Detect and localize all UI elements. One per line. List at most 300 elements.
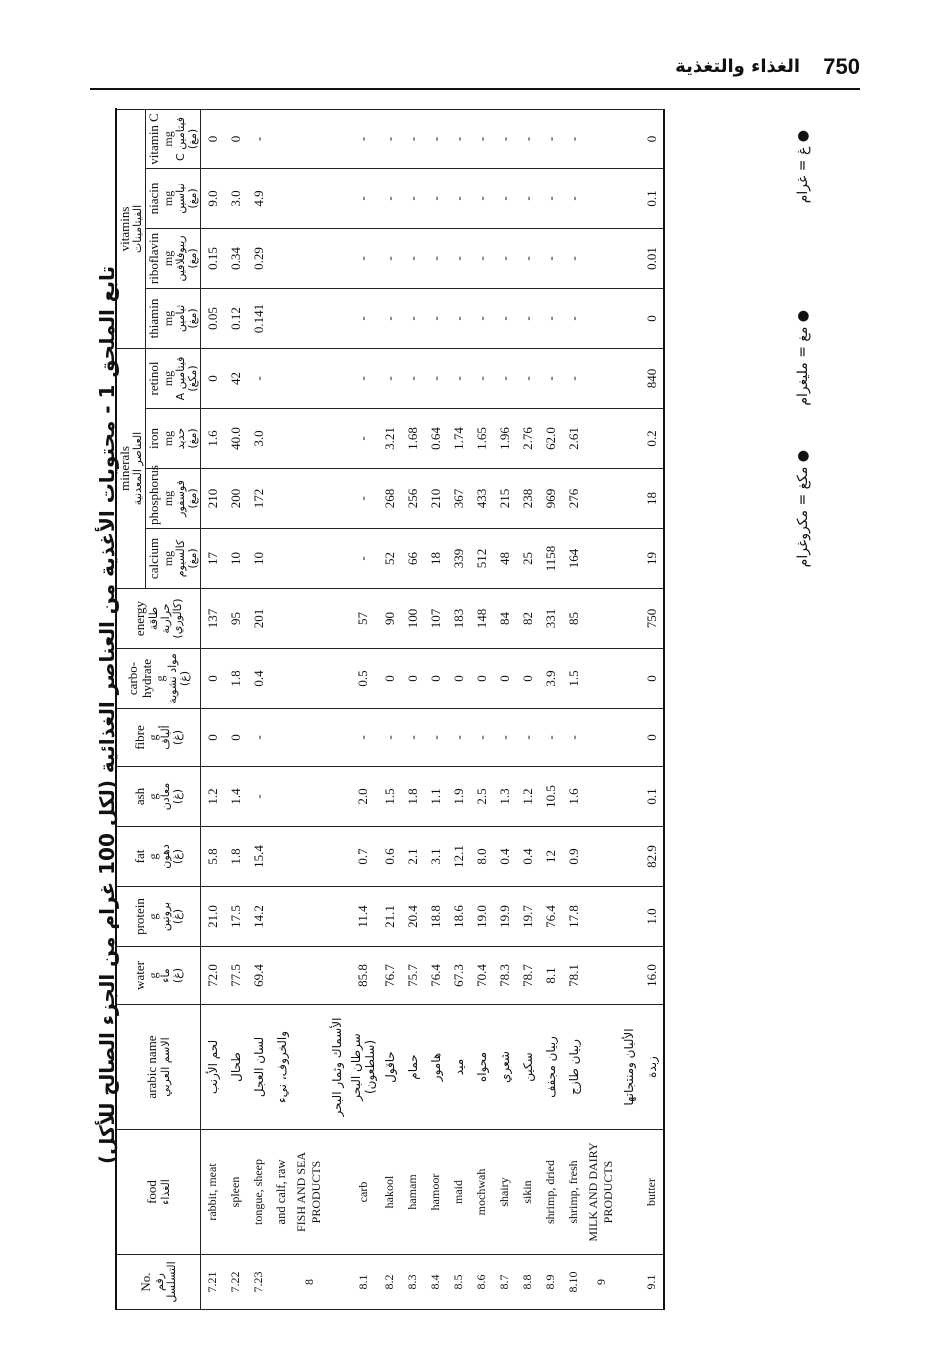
cell-value: - bbox=[401, 109, 424, 168]
cell-value: 17.8 bbox=[562, 887, 585, 947]
cell-value: - bbox=[493, 109, 516, 168]
cell-value: 19.0 bbox=[470, 887, 493, 947]
cell-arabic: ربيان طازج bbox=[562, 1005, 585, 1130]
cell-value bbox=[325, 228, 348, 288]
cell-value bbox=[325, 589, 348, 649]
cell-value: - bbox=[424, 228, 447, 288]
cell-value: 69.4 bbox=[247, 947, 270, 1005]
cell-value: 0.6 bbox=[378, 827, 401, 887]
cell-value bbox=[617, 649, 640, 709]
cell-value: 10.5 bbox=[539, 767, 562, 827]
cell-food: hamam bbox=[401, 1130, 424, 1255]
cell-value bbox=[293, 947, 325, 1005]
col-carbohydrate: carbo-hydrate g مواد نشوية (غ) bbox=[116, 649, 201, 709]
cell-value bbox=[617, 168, 640, 228]
cell-value: 0 bbox=[640, 649, 664, 709]
cell-value: 2.1 bbox=[401, 827, 424, 887]
cell-value: 107 bbox=[424, 589, 447, 649]
cell-value bbox=[617, 589, 640, 649]
cell-value bbox=[585, 827, 617, 887]
cell-food: maid bbox=[447, 1130, 470, 1255]
col-protein: protein g بروتين (غ) bbox=[116, 887, 201, 947]
cell-value: 8.1 bbox=[539, 947, 562, 1005]
cell-value bbox=[617, 228, 640, 288]
cell-value: - bbox=[493, 288, 516, 348]
cell-value: 172 bbox=[247, 469, 270, 529]
cell-value: 183 bbox=[447, 589, 470, 649]
cell-value: - bbox=[401, 228, 424, 288]
cell-value: 512 bbox=[470, 529, 493, 589]
cell-value bbox=[270, 409, 293, 469]
cell-value bbox=[293, 649, 325, 709]
cell-value bbox=[325, 288, 348, 348]
legend-microgram: ● مكغ = مكروغرام bbox=[795, 450, 811, 568]
cell-value: - bbox=[378, 348, 401, 408]
cell-food: hamoor bbox=[424, 1130, 447, 1255]
cell-no: 8 bbox=[293, 1255, 325, 1310]
cell-value: 4.9 bbox=[247, 168, 270, 228]
cell-value: - bbox=[447, 109, 470, 168]
cell-value: - bbox=[348, 348, 378, 408]
nutrition-table bbox=[115, 109, 665, 1310]
cell-value bbox=[270, 947, 293, 1005]
cell-value: 18.8 bbox=[424, 887, 447, 947]
cell-no: 8.4 bbox=[424, 1255, 447, 1310]
cell-value: 48 bbox=[493, 529, 516, 589]
cell-food: sikin bbox=[516, 1130, 539, 1255]
cell-value: 21.0 bbox=[201, 887, 225, 947]
cell-food bbox=[617, 1130, 640, 1255]
cell-arabic: زبدة bbox=[640, 1005, 664, 1130]
cell-value: 42 bbox=[224, 348, 247, 408]
cell-value: 76.4 bbox=[539, 887, 562, 947]
cell-value: 0 bbox=[447, 649, 470, 709]
cell-value: 0.141 bbox=[247, 288, 270, 348]
col-fat: fat g دهون (غ) bbox=[116, 827, 201, 887]
cell-value: - bbox=[378, 228, 401, 288]
cell-value: 164 bbox=[562, 529, 585, 589]
cell-value: 210 bbox=[424, 469, 447, 529]
cell-value: 0 bbox=[640, 288, 664, 348]
cell-value: 0.4 bbox=[516, 827, 539, 887]
cell-value: 19.9 bbox=[493, 887, 516, 947]
cell-value: 3.0 bbox=[247, 409, 270, 469]
cell-value: 0.01 bbox=[640, 228, 664, 288]
cell-value: 90 bbox=[378, 589, 401, 649]
cell-value: - bbox=[424, 288, 447, 348]
cell-value: - bbox=[447, 228, 470, 288]
cell-no: 7.22 bbox=[224, 1255, 247, 1310]
cell-value bbox=[293, 827, 325, 887]
cell-value: 0.2 bbox=[640, 409, 664, 469]
cell-value bbox=[293, 469, 325, 529]
cell-value bbox=[325, 947, 348, 1005]
cell-value: 57 bbox=[348, 589, 378, 649]
cell-value bbox=[293, 109, 325, 168]
cell-value: 20.4 bbox=[401, 887, 424, 947]
cell-value: 1.65 bbox=[470, 409, 493, 469]
cell-value: 9.0 bbox=[201, 168, 225, 228]
cell-value: 201 bbox=[247, 589, 270, 649]
table-row bbox=[293, 109, 325, 1309]
col-retinol: retinol mg فيتامين A (مكغ) bbox=[146, 348, 201, 408]
table-row bbox=[493, 109, 516, 1309]
cell-value: 12.1 bbox=[447, 827, 470, 887]
cell-value: 2.5 bbox=[470, 767, 493, 827]
cell-value bbox=[325, 529, 348, 589]
cell-value: 1.74 bbox=[447, 409, 470, 469]
cell-value: 82 bbox=[516, 589, 539, 649]
cell-value: 0.7 bbox=[348, 827, 378, 887]
cell-arabic: الأسماك وثمار البحر bbox=[325, 1005, 348, 1130]
cell-arabic bbox=[585, 1005, 617, 1130]
cell-value: 85.8 bbox=[348, 947, 378, 1005]
cell-value: 76.4 bbox=[424, 947, 447, 1005]
col-thiamin: thiamin mg ثيامين (مغ) bbox=[146, 288, 201, 348]
cell-value: 12 bbox=[539, 827, 562, 887]
cell-value bbox=[585, 469, 617, 529]
cell-value: 8.0 bbox=[470, 827, 493, 887]
cell-value: 67.3 bbox=[447, 947, 470, 1005]
cell-value: - bbox=[247, 767, 270, 827]
cell-value: 0 bbox=[201, 348, 225, 408]
cell-arabic: ربيان مجفف bbox=[539, 1005, 562, 1130]
cell-value: - bbox=[516, 288, 539, 348]
cell-food: MILK AND DAIRY PRODUCTS bbox=[585, 1130, 617, 1255]
cell-value: 0.4 bbox=[493, 827, 516, 887]
cell-value: - bbox=[562, 709, 585, 767]
cell-food: and calf, raw bbox=[270, 1130, 293, 1255]
col-vitamin-c: vitamin C mg فيتامين C (مغ) bbox=[146, 109, 201, 168]
cell-arabic: حمام bbox=[401, 1005, 424, 1130]
cell-food: tongue, sheep bbox=[247, 1130, 270, 1255]
cell-value: 1.3 bbox=[493, 767, 516, 827]
cell-value bbox=[270, 767, 293, 827]
cell-value: 1.6 bbox=[201, 409, 225, 469]
cell-value bbox=[585, 228, 617, 288]
cell-no: 8.6 bbox=[470, 1255, 493, 1310]
cell-value: 1.5 bbox=[378, 767, 401, 827]
cell-value bbox=[270, 109, 293, 168]
cell-value: 78.3 bbox=[493, 947, 516, 1005]
cell-value bbox=[293, 709, 325, 767]
cell-value: 339 bbox=[447, 529, 470, 589]
table-row bbox=[447, 109, 470, 1309]
cell-value bbox=[293, 767, 325, 827]
cell-value bbox=[293, 348, 325, 408]
cell-value bbox=[325, 409, 348, 469]
cell-value: 17.5 bbox=[224, 887, 247, 947]
cell-value bbox=[325, 469, 348, 529]
cell-value: 0 bbox=[224, 109, 247, 168]
cell-value bbox=[270, 649, 293, 709]
col-phosphorus: phosphorus mg فوسفور (مغ) bbox=[146, 469, 201, 529]
cell-value bbox=[293, 529, 325, 589]
cell-value bbox=[617, 288, 640, 348]
cell-value: 0.64 bbox=[424, 409, 447, 469]
cell-value: 15.4 bbox=[247, 827, 270, 887]
cell-value bbox=[325, 767, 348, 827]
cell-value: 82.9 bbox=[640, 827, 664, 887]
cell-value: - bbox=[424, 709, 447, 767]
cell-arabic: هامور bbox=[424, 1005, 447, 1130]
cell-value bbox=[293, 168, 325, 228]
cell-value: 18 bbox=[640, 469, 664, 529]
cell-value: 0 bbox=[493, 649, 516, 709]
cell-value bbox=[585, 887, 617, 947]
table-row bbox=[539, 109, 562, 1309]
cell-value: - bbox=[539, 348, 562, 408]
cell-value bbox=[293, 589, 325, 649]
cell-value: - bbox=[247, 709, 270, 767]
cell-value: 78.1 bbox=[562, 947, 585, 1005]
cell-value: 256 bbox=[401, 469, 424, 529]
col-no: No. رقم التسلسل bbox=[116, 1255, 201, 1310]
cell-arabic: ميد bbox=[447, 1005, 470, 1130]
cell-value: - bbox=[470, 288, 493, 348]
cell-value: 0.5 bbox=[348, 649, 378, 709]
table-row bbox=[585, 109, 617, 1309]
cell-value: - bbox=[516, 168, 539, 228]
table-row bbox=[617, 109, 640, 1309]
cell-value: 1.6 bbox=[562, 767, 585, 827]
cell-value bbox=[325, 649, 348, 709]
cell-food: shairy bbox=[493, 1130, 516, 1255]
cell-arabic bbox=[293, 1005, 325, 1130]
table-row bbox=[401, 109, 424, 1309]
cell-value: 19.7 bbox=[516, 887, 539, 947]
cell-value: 1.1 bbox=[424, 767, 447, 827]
cell-value: 0 bbox=[224, 709, 247, 767]
cell-value: - bbox=[447, 168, 470, 228]
cell-arabic: لسان العجل bbox=[247, 1005, 270, 1130]
cell-value: 1.8 bbox=[401, 767, 424, 827]
cell-value: - bbox=[470, 168, 493, 228]
cell-value bbox=[293, 288, 325, 348]
cell-value bbox=[270, 288, 293, 348]
cell-value: 268 bbox=[378, 469, 401, 529]
col-niacin: niacin mg نياسين (مغ) bbox=[146, 168, 201, 228]
cell-value bbox=[270, 529, 293, 589]
table-row bbox=[640, 109, 664, 1309]
cell-food: spleen bbox=[224, 1130, 247, 1255]
page-number: 750 bbox=[823, 54, 860, 79]
cell-value: 0.15 bbox=[201, 228, 225, 288]
cell-value: 25 bbox=[516, 529, 539, 589]
cell-value: 72.0 bbox=[201, 947, 225, 1005]
col-food: food الغذاء bbox=[116, 1130, 201, 1255]
cell-value: 14.2 bbox=[247, 887, 270, 947]
cell-value bbox=[585, 529, 617, 589]
cell-value bbox=[270, 348, 293, 408]
cell-value bbox=[585, 947, 617, 1005]
cell-value: - bbox=[348, 529, 378, 589]
cell-value bbox=[585, 767, 617, 827]
cell-value: 0 bbox=[401, 649, 424, 709]
cell-value: 0 bbox=[378, 649, 401, 709]
cell-arabic: محواه bbox=[470, 1005, 493, 1130]
cell-value: - bbox=[493, 228, 516, 288]
cell-food: mochwah bbox=[470, 1130, 493, 1255]
cell-value: 0.34 bbox=[224, 228, 247, 288]
table-title: تابع الملحق 1 - محتويات الأغذية من العناصر الغذائية (لكل 100 غرام من الجزء الصالح للأكل) bbox=[95, 266, 119, 1164]
cell-food bbox=[325, 1130, 348, 1255]
cell-value: - bbox=[493, 168, 516, 228]
group-vitamins: vitamins الفيتامينات bbox=[116, 109, 146, 348]
cell-value bbox=[617, 947, 640, 1005]
cell-value: 0.29 bbox=[247, 228, 270, 288]
cell-value: 10 bbox=[224, 529, 247, 589]
cell-arabic: والخروف، نيء bbox=[270, 1005, 293, 1130]
book-title: الغذاء والتغذية bbox=[675, 56, 800, 77]
col-ash: ash g معادن (غ) bbox=[116, 767, 201, 827]
cell-value: - bbox=[470, 709, 493, 767]
cell-value bbox=[325, 827, 348, 887]
cell-value: 66 bbox=[401, 529, 424, 589]
cell-value: 1.5 bbox=[562, 649, 585, 709]
cell-value: 200 bbox=[224, 469, 247, 529]
cell-value bbox=[270, 709, 293, 767]
cell-value: 840 bbox=[640, 348, 664, 408]
cell-value: 1.4 bbox=[224, 767, 247, 827]
cell-food: hakool bbox=[378, 1130, 401, 1255]
cell-value: 750 bbox=[640, 589, 664, 649]
cell-value: 969 bbox=[539, 469, 562, 529]
cell-no bbox=[270, 1255, 293, 1310]
group-minerals: minerals العناصر المعدنية bbox=[116, 348, 146, 588]
cell-value bbox=[293, 228, 325, 288]
cell-value: 18 bbox=[424, 529, 447, 589]
cell-value: - bbox=[348, 409, 378, 469]
cell-value: - bbox=[378, 288, 401, 348]
cell-value: - bbox=[424, 109, 447, 168]
table-row bbox=[247, 109, 270, 1309]
col-riboflavin: riboflavin mg ريبوفلافين (مغ) bbox=[146, 228, 201, 288]
cell-value: 5.8 bbox=[201, 827, 225, 887]
cell-no: 8.1 bbox=[348, 1255, 378, 1310]
cell-value bbox=[617, 887, 640, 947]
cell-value: 62.0 bbox=[539, 409, 562, 469]
cell-value bbox=[270, 228, 293, 288]
cell-value bbox=[270, 589, 293, 649]
cell-value bbox=[585, 709, 617, 767]
cell-value bbox=[325, 709, 348, 767]
cell-value bbox=[617, 469, 640, 529]
table-row bbox=[516, 109, 539, 1309]
cell-value: - bbox=[562, 348, 585, 408]
table-row bbox=[378, 109, 401, 1309]
cell-value: - bbox=[247, 109, 270, 168]
cell-value: - bbox=[470, 109, 493, 168]
cell-value: 1.2 bbox=[516, 767, 539, 827]
cell-no: 9 bbox=[585, 1255, 617, 1310]
cell-value bbox=[585, 589, 617, 649]
cell-value: - bbox=[378, 168, 401, 228]
cell-value bbox=[585, 409, 617, 469]
rotated-table-area bbox=[75, 110, 845, 1320]
cell-value: 1.8 bbox=[224, 827, 247, 887]
cell-value: - bbox=[516, 709, 539, 767]
cell-value: - bbox=[470, 228, 493, 288]
page-header bbox=[90, 48, 860, 90]
cell-value: - bbox=[539, 168, 562, 228]
cell-no: 8.8 bbox=[516, 1255, 539, 1310]
cell-value: 0 bbox=[201, 109, 225, 168]
cell-no: 8.5 bbox=[447, 1255, 470, 1310]
cell-arabic: سكين bbox=[516, 1005, 539, 1130]
cell-value: 1158 bbox=[539, 529, 562, 589]
cell-food: butter bbox=[640, 1130, 664, 1255]
cell-arabic: طحال bbox=[224, 1005, 247, 1130]
cell-value: 215 bbox=[493, 469, 516, 529]
unit-legend bbox=[795, 120, 825, 1310]
cell-value: 0 bbox=[470, 649, 493, 709]
cell-value bbox=[585, 649, 617, 709]
cell-value: - bbox=[447, 348, 470, 408]
cell-value bbox=[617, 409, 640, 469]
cell-value: - bbox=[539, 709, 562, 767]
cell-value bbox=[293, 887, 325, 947]
table-row bbox=[325, 109, 348, 1309]
cell-value: 276 bbox=[562, 469, 585, 529]
cell-value: 19 bbox=[640, 529, 664, 589]
cell-arabic: شعري bbox=[493, 1005, 516, 1130]
cell-value: 0 bbox=[640, 109, 664, 168]
cell-value: 1.2 bbox=[201, 767, 225, 827]
cell-value: 18.6 bbox=[447, 887, 470, 947]
cell-arabic: حاقول bbox=[378, 1005, 401, 1130]
cell-value: 40.0 bbox=[224, 409, 247, 469]
cell-value: 3.1 bbox=[424, 827, 447, 887]
cell-value: - bbox=[516, 228, 539, 288]
cell-value: - bbox=[424, 168, 447, 228]
legend-milligram: ● مغ = مليغرام bbox=[795, 310, 811, 406]
cell-value: - bbox=[348, 288, 378, 348]
cell-no bbox=[617, 1255, 640, 1310]
cell-value: 100 bbox=[401, 589, 424, 649]
cell-value: 84 bbox=[493, 589, 516, 649]
cell-no: 8.2 bbox=[378, 1255, 401, 1310]
cell-value: 0.1 bbox=[640, 767, 664, 827]
cell-value: 137 bbox=[201, 589, 225, 649]
cell-value: 1.96 bbox=[493, 409, 516, 469]
cell-value: - bbox=[348, 469, 378, 529]
cell-value: 52 bbox=[378, 529, 401, 589]
cell-value: 3.21 bbox=[378, 409, 401, 469]
cell-value bbox=[325, 109, 348, 168]
cell-value: 2.0 bbox=[348, 767, 378, 827]
cell-value: 0 bbox=[201, 709, 225, 767]
cell-value: 21.1 bbox=[378, 887, 401, 947]
cell-value: 331 bbox=[539, 589, 562, 649]
cell-value: - bbox=[348, 168, 378, 228]
cell-value: 0.4 bbox=[247, 649, 270, 709]
col-iron: iron mg حديد (مغ) bbox=[146, 409, 201, 469]
cell-value bbox=[617, 767, 640, 827]
cell-value: - bbox=[348, 709, 378, 767]
cell-no: 8.10 bbox=[562, 1255, 585, 1310]
col-arabic-name: arabic name الاسم العربي bbox=[116, 1005, 201, 1130]
cell-value: - bbox=[516, 348, 539, 408]
cell-value bbox=[585, 288, 617, 348]
cell-value: 0 bbox=[424, 649, 447, 709]
cell-value bbox=[617, 529, 640, 589]
cell-value: 0 bbox=[201, 649, 225, 709]
cell-value: 2.61 bbox=[562, 409, 585, 469]
cell-food: FISH AND SEA PRODUCTS bbox=[293, 1130, 325, 1255]
col-calcium: calcium mg كالسيوم (مغ) bbox=[146, 529, 201, 589]
cell-no bbox=[325, 1255, 348, 1310]
